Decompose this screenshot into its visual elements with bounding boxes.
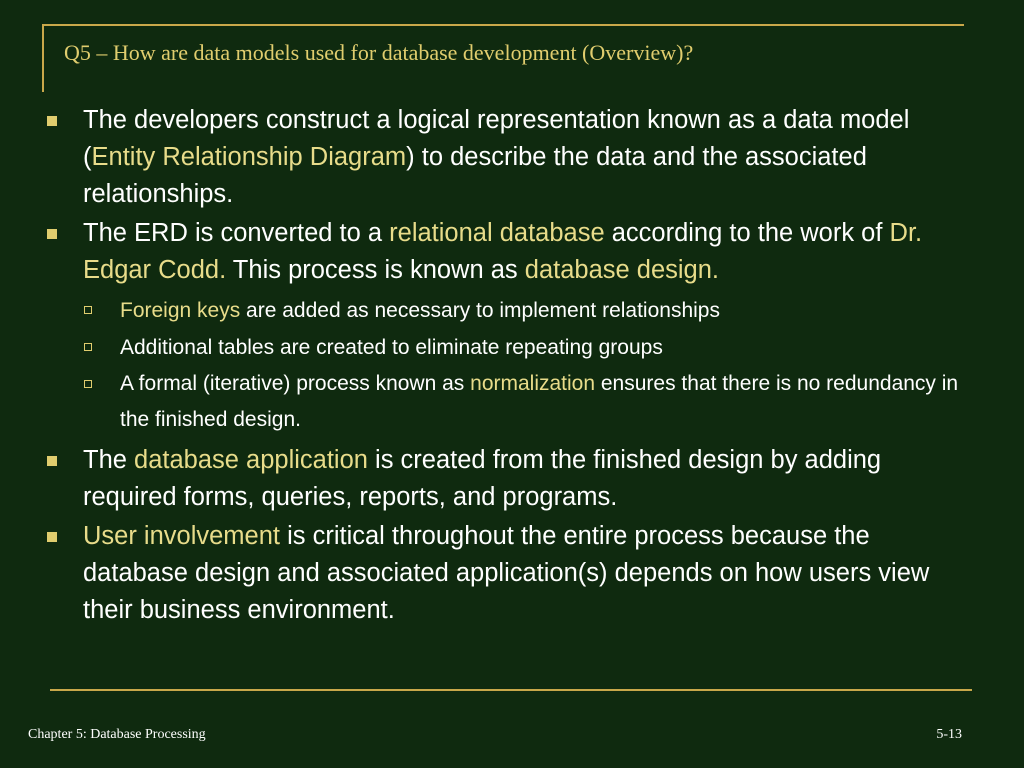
sub-bullet-list <box>46 292 976 438</box>
hollow-square-bullet-icon <box>84 343 92 351</box>
square-bullet-icon <box>47 116 57 126</box>
sub-bullet-text-segment: ensures that there is no redundancy in the finished design. <box>120 372 959 431</box>
title-frame-left-rule <box>42 24 44 92</box>
sub-bullet-normalization <box>46 366 976 438</box>
sub-bullet-text-segment: are added as necessary to implement relationships <box>240 299 720 322</box>
footer-page-number: 5-13 <box>936 727 962 742</box>
footer-divider <box>50 689 972 691</box>
square-bullet-icon <box>47 532 57 542</box>
hollow-square-bullet-icon <box>84 380 92 388</box>
sub-bullet-text-segment: Additional tables are created to eliminate repeating groups <box>120 336 663 359</box>
bullet-database-application <box>46 442 976 516</box>
square-bullet-icon <box>47 456 57 466</box>
title-frame-top-rule <box>42 24 964 26</box>
bullet-highlight-segment: Dr. Edgar Codd. <box>83 219 923 284</box>
slide-body <box>46 102 976 631</box>
bullet-highlight-segment: Entity Relationship Diagram <box>91 143 407 171</box>
square-bullet-icon <box>47 229 57 239</box>
bullet-highlight-segment: User involvement <box>83 522 280 550</box>
bullet-highlight-segment: relational database <box>389 219 605 247</box>
bullet-text-segment: according to the work of <box>604 219 890 247</box>
bullet-text-segment: The ERD is converted to a <box>83 219 390 247</box>
bullet-erd-conversion <box>46 215 976 289</box>
sub-bullet-text-segment: A formal (iterative) process known as <box>120 372 471 395</box>
sub-bullet-additional-tables <box>46 329 976 366</box>
sub-bullet-foreign-keys <box>46 292 976 329</box>
bullet-text-segment: This process is known as <box>226 256 525 284</box>
bullet-text-segment: The <box>83 446 135 474</box>
slide-title: Q5 – How are data models used for database development (Overview)? <box>64 40 694 65</box>
bullet-data-model <box>46 102 976 213</box>
bullet-text-segment: The developers construct a logical representation known as a data model ( <box>83 106 910 171</box>
bullet-user-involvement <box>46 518 976 629</box>
hollow-square-bullet-icon <box>84 306 92 314</box>
sub-bullet-highlight-segment: normalization <box>470 372 596 395</box>
bullet-text-segment: ) to describe the data and the associated relationships. <box>83 143 867 208</box>
sub-bullet-highlight-segment: Foreign keys <box>120 299 241 322</box>
bullet-highlight-segment: database application <box>134 446 368 474</box>
bullet-highlight-segment: database design. <box>524 256 720 284</box>
bullet-text-segment: is created from the finished design by adding required forms, queries, reports, and programs. <box>83 446 882 511</box>
bullet-text-segment: is critical throughout the entire process because the database design and associated application(s) depends on how users view their business environment. <box>83 522 930 624</box>
footer-chapter-label: Chapter 5: Database Processing <box>28 727 206 742</box>
